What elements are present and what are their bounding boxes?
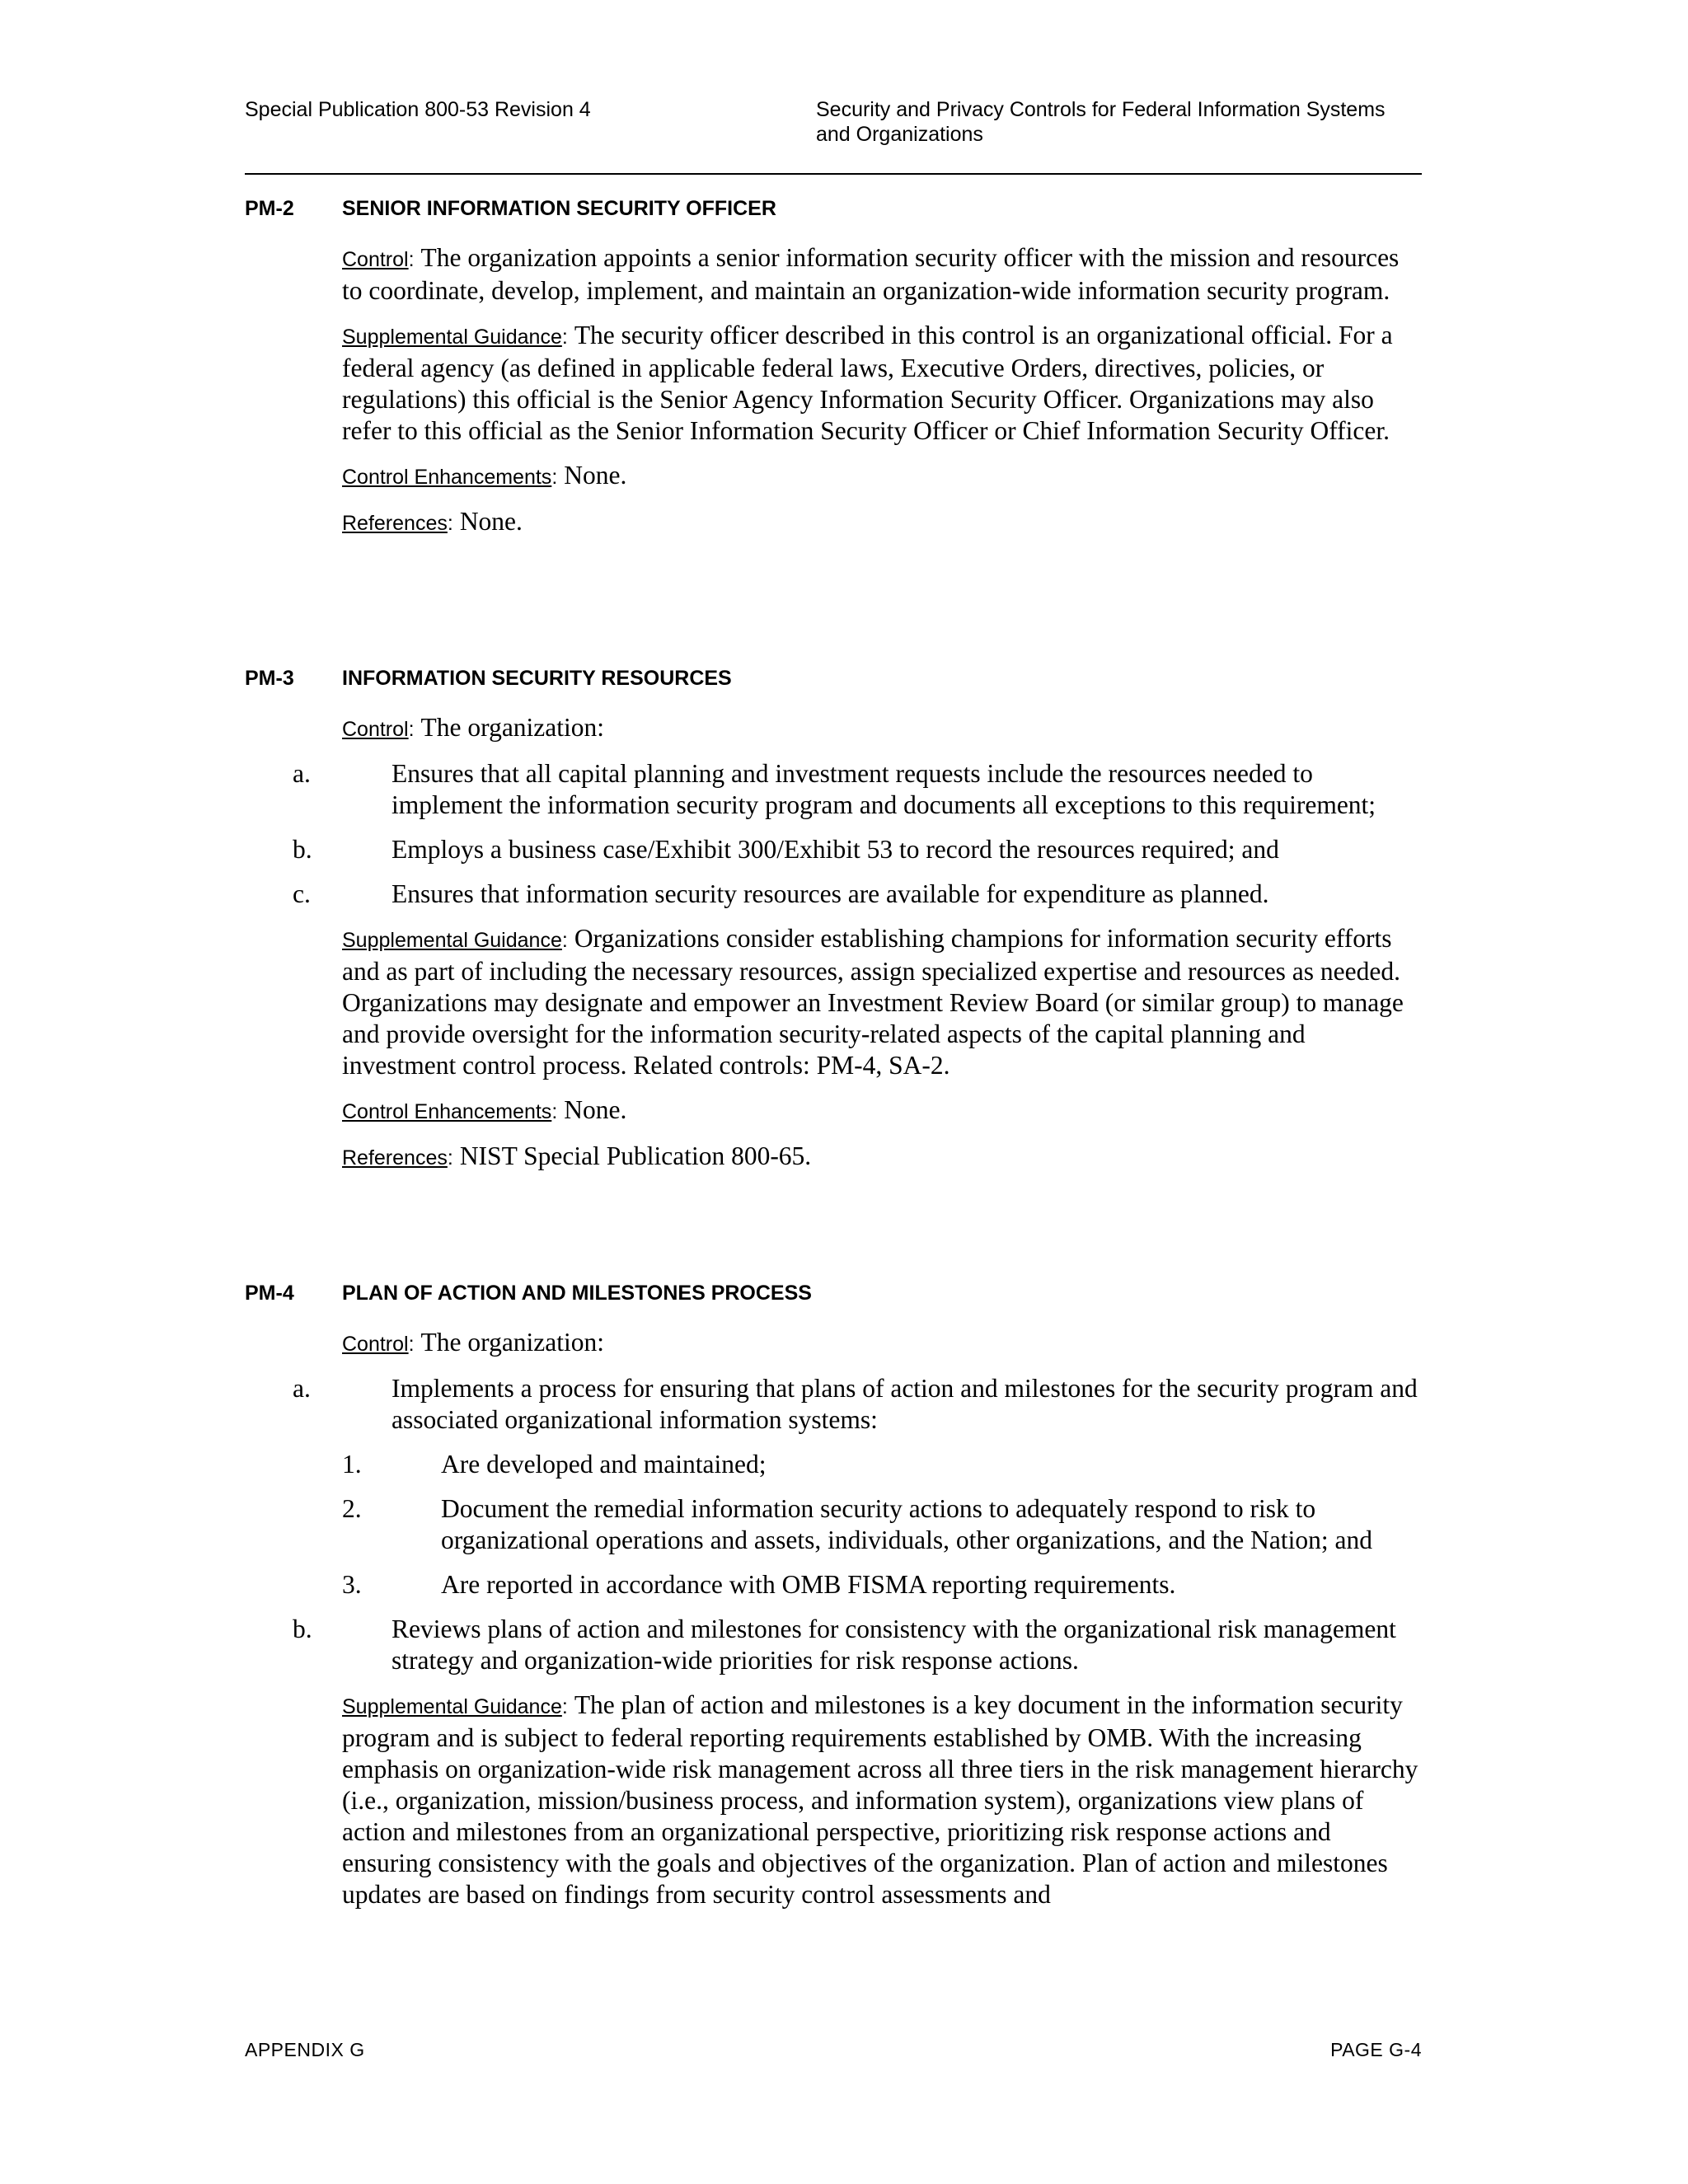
list-item-text: Ensures that information security resources are available for expenditure as planned. — [392, 879, 1269, 908]
list-marker: a. — [293, 759, 311, 788]
list-item-text: Employs a business case/Exhibit 300/Exhibit 53 to record the resources required; and — [392, 835, 1279, 864]
control-title: SENIOR INFORMATION SECURITY OFFICER — [342, 197, 776, 220]
guidance-text: The security officer described in this control is an organizational official. For a federal agency (as defined in applicable federal laws, Executive Orders, directives, policies, or regulations) this official is the Senior Agency Information Security Officer. Organizations may also refer to this official as the Senior Information Security Officer or Chief Information Security Officer. — [342, 321, 1393, 445]
list-item-text: Reviews plans of action and milestones for consistency with the organizational risk management strategy and organization-wide priorities for risk response actions. — [392, 1615, 1396, 1675]
section-heading — [245, 1281, 1423, 1314]
list-marker: 2. — [342, 1494, 362, 1523]
control-statement: Control: The organization: — [342, 713, 605, 742]
guidance-label: Supplemental Guidance — [342, 326, 562, 349]
list-item — [293, 1614, 1423, 1676]
header-divider — [245, 173, 1422, 175]
references: References: NIST Special Publication 800-65. — [342, 1141, 812, 1170]
enhancements-label: Control Enhancements — [342, 466, 552, 489]
control-section-pm-4 — [245, 1281, 1423, 1910]
control-title: PLAN OF ACTION AND MILESTONES PROCESS — [342, 1282, 812, 1305]
list-item-text: Implements a process for ensuring that plans of action and milestones for the security program and associated organizational information systems: — [392, 1374, 1418, 1434]
list-item-text: Are developed and maintained; — [441, 1450, 767, 1479]
control-section-pm-3 — [245, 666, 1423, 1174]
control-enhancements: Control Enhancements: None. — [342, 1095, 627, 1124]
list-marker: c. — [293, 879, 311, 908]
footer-appendix: APPENDIX G — [245, 2039, 365, 2060]
list-item — [293, 834, 1423, 865]
enhancements-text: None. — [564, 461, 627, 490]
references: References: None. — [342, 507, 523, 536]
references-text: NIST Special Publication 800-65. — [459, 1141, 812, 1170]
list-item — [293, 1373, 1423, 1436]
list-item-text: Are reported in accordance with OMB FISMA reporting requirements. — [441, 1570, 1176, 1599]
control-section-pm-2 — [245, 196, 1423, 539]
section-heading — [245, 666, 1423, 699]
control-id: PM-2 — [245, 197, 294, 220]
list-marker: a. — [293, 1374, 311, 1403]
control-enhancements: Control Enhancements: None. — [342, 461, 627, 490]
control-statement: Control: The organization appoints a senior information security officer with the mission and resources to coordinate, develop, implement, and maintain an organization-wide information security program. — [342, 243, 1400, 305]
list-marker: b. — [293, 1615, 312, 1643]
running-header-title-line1: Security and Privacy Controls for Federal Information Systems — [816, 98, 1386, 121]
control-id: PM-4 — [245, 1282, 294, 1305]
references-text: None. — [459, 507, 523, 536]
guidance-text: Organizations consider establishing champions for information security efforts and as part of including the necessary resources, assign specialized expertise and resources as needed. Organizations may designate and empower an Investment Review Board (or similar group) to manage and provide oversight for the information security-related aspects of the capital planning and investment control process. Related controls: PM-4, SA-2. — [342, 924, 1404, 1080]
enhancements-label: Control Enhancements — [342, 1100, 552, 1123]
running-header-publication: Special Publication 800-53 Revision 4 — [245, 98, 591, 121]
section-heading — [245, 196, 1423, 229]
supplemental-guidance: Supplemental Guidance: The plan of action and milestones is a key document in the information security program and is subject to federal reporting requirements established by OMB. With the increasing emphasis on organization-wide risk management across all three tiers in the risk management hierarchy (i.e., organization, mission/business process, and information system), organizations view plans of action and milestones from an organizational perspective, prioritizing risk response actions and ensuring consistency with the goals and objectives of the organization. Plan of action and milestones updates are based on findings from security control assessments and — [342, 1690, 1418, 1909]
list-item — [293, 879, 1423, 910]
list-marker: 1. — [342, 1450, 362, 1479]
running-header-title-line2: and Organizations — [816, 123, 983, 146]
control-label: Control — [342, 248, 409, 271]
guidance-label: Supplemental Guidance — [342, 929, 562, 952]
list-marker: 3. — [342, 1570, 362, 1599]
footer-page-number: PAGE G-4 — [1330, 2039, 1422, 2060]
enhancements-text: None. — [564, 1095, 627, 1124]
control-id: PM-3 — [245, 667, 294, 690]
sub-list-item — [342, 1449, 1423, 1480]
sub-list-item — [342, 1569, 1423, 1601]
references-label: References — [342, 512, 448, 535]
list-item — [293, 758, 1423, 821]
guidance-text: The plan of action and milestones is a key document in the information security program and is subject to federal reporting requirements established by OMB. With the increasing emphasis on organization-wide risk management across all three tiers in the risk management hierarchy (i.e., organization, mission/business process, and information system), organizations view plans of action and milestones from an organizational perspective, prioritizing risk response actions and ensuring consistency with the goals and objectives of the organization. Plan of action and milestones updates are based on findings from security control assessments and — [342, 1690, 1418, 1909]
control-statement: Control: The organization: — [342, 1328, 605, 1357]
control-title: INFORMATION SECURITY RESOURCES — [342, 667, 732, 690]
supplemental-guidance: Supplemental Guidance: The security officer described in this control is an organizational official. For a federal agency (as defined in applicable federal laws, Executive Orders, directives, policies, or regulations) this official is the Senior Agency Information Security Officer. Organizations may also refer to this official as the Senior Information Security Officer or Chief Information Security Officer. — [342, 321, 1393, 445]
references-label: References — [342, 1146, 448, 1169]
control-label: Control — [342, 1333, 409, 1356]
list-item-text: Ensures that all capital planning and investment requests include the resources needed to implement the information security program and documents all exceptions to this requirement; — [392, 759, 1376, 819]
running-header-title — [816, 97, 1442, 147]
guidance-label: Supplemental Guidance — [342, 1695, 562, 1718]
sub-list-item — [342, 1493, 1423, 1556]
supplemental-guidance: Supplemental Guidance: Organizations consider establishing champions for information security efforts and as part of including the necessary resources, assign specialized expertise and resources as needed. Organizations may designate and empower an Investment Review Board (or similar group) to manage and provide oversight for the information security-related aspects of the capital planning and investment control process. Related controls: PM-4, SA-2. — [342, 924, 1404, 1080]
control-label: Control — [342, 718, 409, 741]
control-text: The organization: — [420, 713, 605, 742]
list-item-text: Document the remedial information security actions to adequately respond to risk to organizational operations and assets, individuals, other organizations, and the Nation; and — [441, 1494, 1372, 1554]
list-marker: b. — [293, 835, 312, 864]
control-text: The organization: — [420, 1328, 605, 1357]
control-text: The organization appoints a senior information security officer with the mission and resources to coordinate, develop, implement, and maintain an organization-wide information security program. — [342, 243, 1400, 305]
